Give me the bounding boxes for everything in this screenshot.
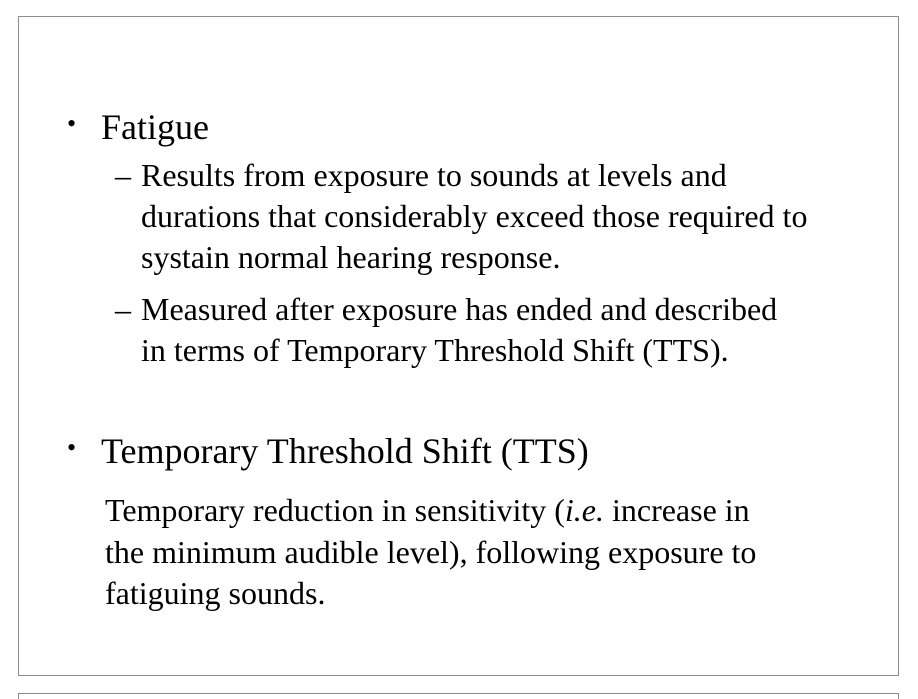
next-slide-edge	[18, 693, 899, 699]
sub-item-line: Measured after exposure has ended and described	[141, 291, 778, 327]
bullet-title-tts: Temporary Threshold Shift (TTS)	[101, 431, 589, 471]
sub-item-measured-text	[141, 289, 891, 371]
tts-desc-text: increase in	[603, 492, 750, 528]
sub-item-line: Results from exposure to sounds at levels and	[141, 157, 727, 193]
sub-item-line: systain normal hearing response.	[141, 239, 561, 275]
tts-description-line-3: fatiguing sounds.	[105, 575, 326, 611]
bullet-dot-icon: •	[67, 109, 77, 138]
tts-description	[105, 490, 865, 615]
sub-item-results-text	[141, 155, 891, 278]
tts-description-line-2: the minimum audible level), following exposure to	[105, 533, 757, 570]
slide-frame	[18, 16, 899, 676]
tts-description-line-1	[105, 490, 865, 532]
tts-desc-text: Temporary reduction in sensitivity (	[105, 492, 565, 528]
sub-item-line: durations that considerably exceed those required to	[141, 198, 808, 234]
bullet-dot-icon: •	[67, 433, 77, 462]
bullet-title-fatigue: Fatigue	[101, 107, 209, 147]
dash-icon: –	[115, 291, 131, 327]
sub-item-line: in terms of Temporary Threshold Shift (TTS).	[141, 332, 729, 368]
dash-icon: –	[115, 157, 131, 193]
tts-desc-italic-ie: i.e.	[564, 492, 604, 528]
